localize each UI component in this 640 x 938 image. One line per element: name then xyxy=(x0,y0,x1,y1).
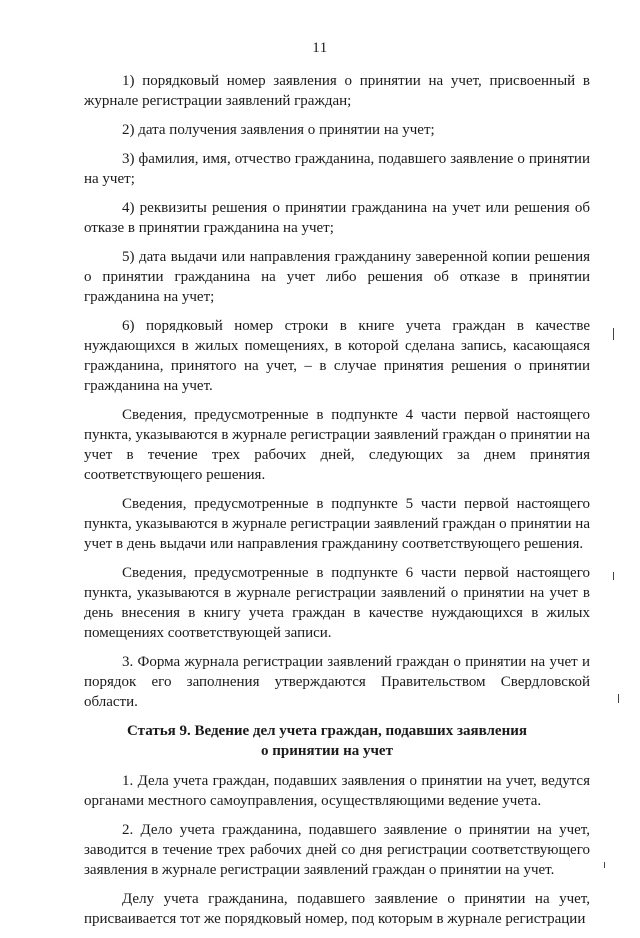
paragraph-item-1: 1) порядковый номер заявления о принятии на учет, присвоенный в журнале регистрации заявлений граждан; xyxy=(84,73,590,109)
paragraph-info-subitem-4: Сведения, предусмотренные в подпункте 4 части первой настоящего пункта, указываются в журнале регистрации заявлений граждан о принятии на учет в течение трех рабочих дней, следующих за днем принятия соответствующего решения. xyxy=(84,407,590,483)
scan-mark xyxy=(613,328,614,340)
paragraph-info-subitem-6: Сведения, предусмотренные в подпункте 6 части первой настоящего пункта, указываются в журнале регистрации заявлений о принятии на учет в день внесения в книгу учета граждан в качестве нуждающихся в жилых помещениях соответствующей записи. xyxy=(84,565,590,641)
paragraph-article-9-point-2: 2. Дело учета гражданина, подавшего заявление о принятии на учет, заводится в течение трех рабочих дней со дня регистрации соответствующего заявления в журнале регистрации заявлений граждан о принятии на учет. xyxy=(84,822,590,878)
paragraph-article-9-continuation: Делу учета гражданина, подавшего заявление о принятии на учет, присваивается тот же порядковый номер, под которым в журнале регистрации xyxy=(84,891,590,927)
article-heading xyxy=(84,721,590,761)
paragraph-item-4: 4) реквизиты решения о принятии гражданина на учет или решения об отказе в принятии гражданина на учет; xyxy=(84,200,590,236)
scan-mark xyxy=(613,572,614,580)
article-heading-line-2: о принятии на учет xyxy=(261,743,393,759)
paragraph-item-2: 2) дата получения заявления о принятии на учет; xyxy=(122,122,435,138)
paragraph-info-subitem-5: Сведения, предусмотренные в подпункте 5 части первой настоящего пункта, указываются в журнале регистрации заявлений граждан о принятии на учет в день выдачи или направления гражданину соответствующего решения. xyxy=(84,496,590,552)
paragraph-item-6: 6) порядковый номер строки в книге учета граждан в качестве нуждающихся в жилых помещениях, в которой сделана запись, касающаяся гражданина, принятого на учет, – в случае принятия решения о принятии гражданина на учет. xyxy=(84,318,590,394)
scan-mark xyxy=(604,862,605,868)
page-body xyxy=(84,71,590,938)
page-number: 11 xyxy=(312,40,328,56)
paragraph-point-3: 3. Форма журнала регистрации заявлений граждан о принятии на учет и порядок его заполнения утверждаются Правительством Свердловской области. xyxy=(84,654,590,710)
article-heading-line-1: Статья 9. Ведение дел учета граждан, подавших заявления xyxy=(127,723,527,739)
scan-mark xyxy=(618,694,619,703)
paragraph-item-5: 5) дата выдачи или направления гражданину заверенной копии решения о принятии гражданина на учет либо решения об отказе в принятии гражданина на учет; xyxy=(84,249,590,305)
paragraph-article-9-point-1: 1. Дела учета граждан, подавших заявления о принятии на учет, ведутся органами местного самоуправления, осуществляющими ведение учета. xyxy=(84,773,590,809)
paragraph-item-3: 3) фамилия, имя, отчество гражданина, подавшего заявление о принятии на учет; xyxy=(84,151,590,187)
